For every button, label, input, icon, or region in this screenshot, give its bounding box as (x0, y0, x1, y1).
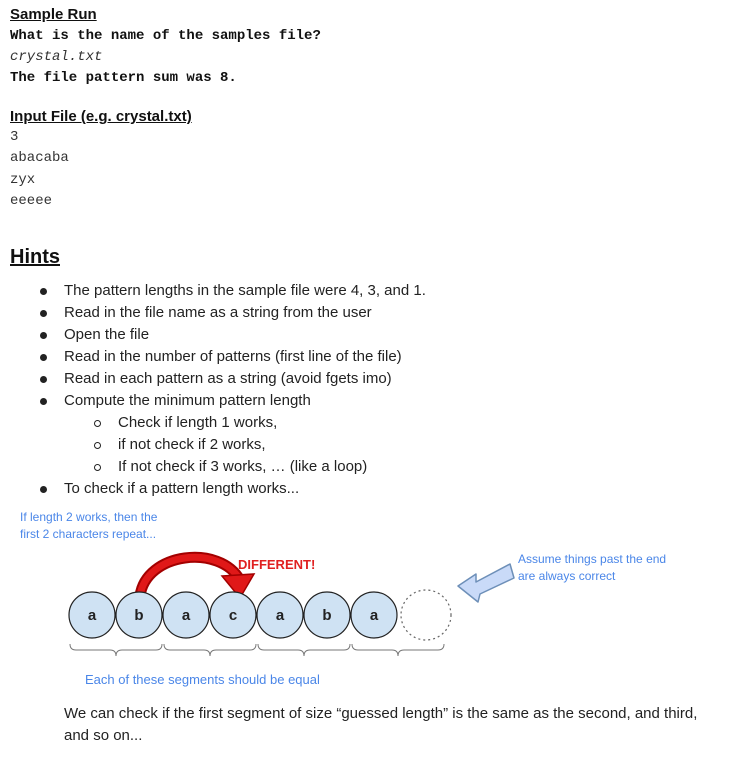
segment-brace (164, 644, 256, 656)
sample-run-input: crystal.txt (10, 49, 103, 65)
bullet-icon (40, 486, 47, 493)
hint-item: Read in the number of patterns (first line of the file) (38, 346, 426, 368)
hollow-bullet-icon (94, 464, 101, 471)
diagram-note-right: Assume things past the end are always correct (518, 552, 667, 583)
letter-label: b (322, 607, 332, 624)
bullet-icon (40, 288, 47, 295)
pattern-diagram (0, 540, 736, 670)
sample-run-output: The file pattern sum was 8. (10, 70, 237, 86)
hint-item: To check if a pattern length works... (38, 478, 426, 500)
hint-item: Read in the file name as a string from the user (38, 302, 426, 324)
different-label: DIFFERENT! (238, 557, 316, 572)
segment-braces (70, 644, 444, 656)
conclusion-text: We can check if the first segment of size “guessed length” is the same as the second, and third, and so on... (64, 705, 698, 744)
letter-label: a (87, 607, 97, 624)
sample-run-heading: Sample Run (10, 6, 97, 23)
hint-item: Compute the minimum pattern length (38, 390, 426, 412)
segment-brace (352, 644, 444, 656)
hollow-bullet-icon (94, 420, 101, 427)
bullet-icon (40, 376, 47, 383)
hint-item: Read in each pattern as a string (avoid fgets imo) (38, 368, 426, 390)
letter-label: c (228, 607, 238, 624)
segment-brace (258, 644, 350, 656)
bullet-icon (40, 332, 47, 339)
hints-title: Hints (10, 246, 60, 268)
hint-sub-item: If not check if 3 works, … (like a loop) (38, 456, 426, 478)
segment-brace (70, 644, 162, 656)
bullet-icon (40, 354, 47, 361)
hint-item: Open the file (38, 324, 426, 346)
letter-label: b (134, 607, 144, 624)
input-file-line: abacaba (10, 150, 69, 166)
dashed-circle (401, 590, 451, 640)
letter-label: a (275, 607, 285, 624)
hint-sub-item: Check if length 1 works, (38, 412, 426, 434)
letter-label: a (369, 607, 379, 624)
bullet-icon (40, 398, 47, 405)
hint-sub-item: if not check if 2 works, (38, 434, 426, 456)
hints-list (38, 280, 426, 500)
input-file-line: eeeee (10, 193, 53, 209)
input-file-heading: Input File (e.g. crystal.txt) (10, 108, 192, 125)
bullet-icon (40, 310, 47, 317)
hollow-bullet-icon (94, 442, 101, 449)
segments-caption: Each of these segments should be equal (85, 672, 320, 687)
blue-arrow-icon (458, 564, 514, 602)
input-file-line: 3 (10, 129, 19, 145)
diagram-note-left: If length 2 works, then the first 2 characters repeat... (20, 510, 158, 541)
sample-run-prompt: What is the name of the samples file? (10, 28, 321, 44)
hint-item: The pattern lengths in the sample file were 4, 3, and 1. (38, 280, 426, 302)
input-file-line: zyx (10, 172, 36, 188)
letter-label: a (181, 607, 191, 624)
letter-circles (69, 590, 451, 640)
